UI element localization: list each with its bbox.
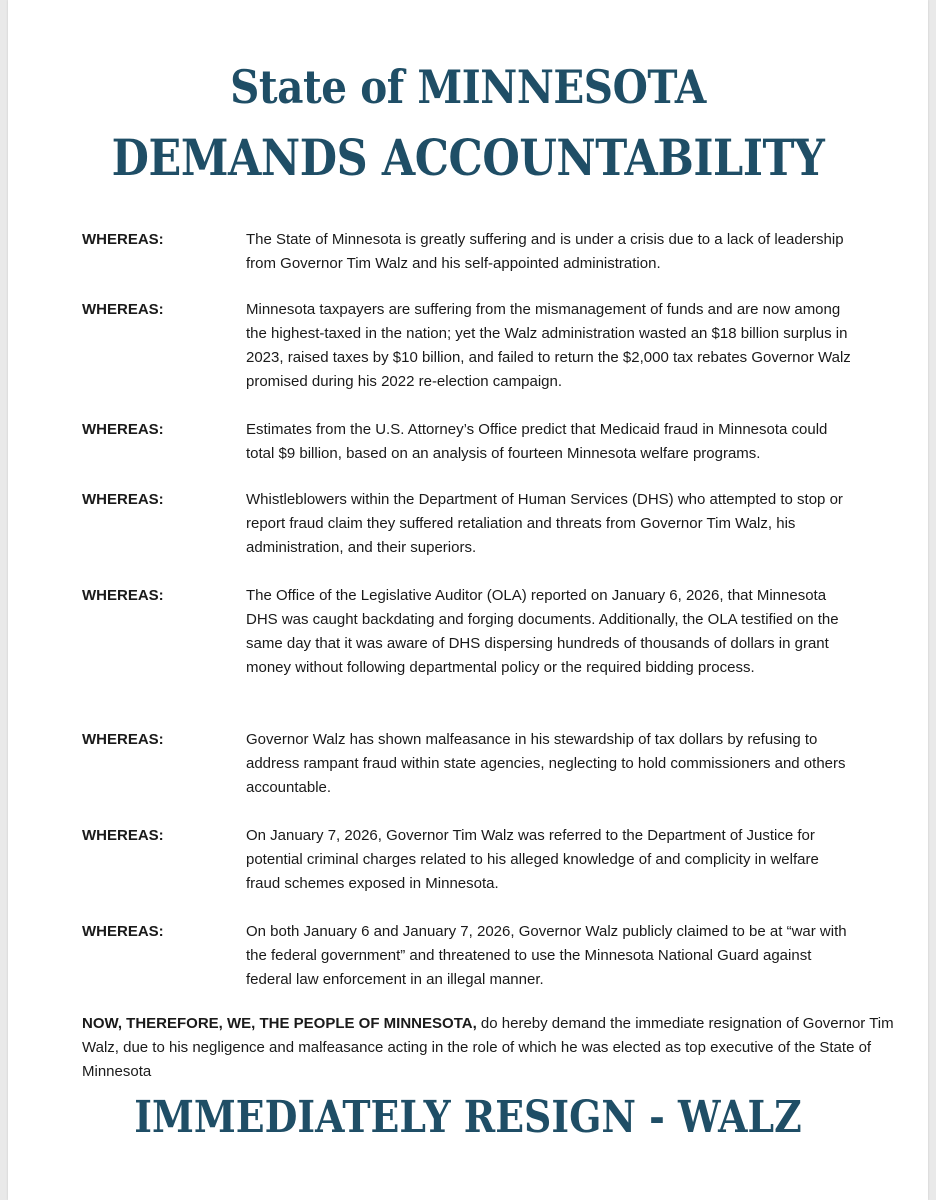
whereas-label: WHEREAS: (82, 491, 164, 508)
whereas-text: Minnesota taxpayers are suffering from the mismanagement of funds and are now among the highest-taxed in the nation; yet the Walz administration wasted an $18 billion surplus in 2023, raised taxes by $10 billion, and failed to return the $2,000 tax rebates Governor Walz promised during his 2022 re-election campaign. (246, 301, 851, 390)
whereas-label: WHEREAS: (82, 301, 164, 318)
whereas-label: WHEREAS: (82, 421, 164, 438)
resolution-text: do hereby demand the immediate resignation of Governor Tim Walz, due to his negligence and malfeasance acting in the role of which he was elected as top executive of the State of Minnesota (82, 1015, 894, 1080)
page-title-line-2: DEMANDS ACCOUNTABILITY (111, 128, 825, 187)
resolution-lead: NOW, THEREFORE, WE, THE PEOPLE OF MINNESOTA, (82, 1015, 477, 1032)
whereas-text: Whistleblowers within the Department of Human Services (DHS) who attempted to stop or report fraud claim they suffered retaliation and threats from Governor Tim Walz, his administration, and their superiors. (246, 491, 843, 556)
whereas-label: WHEREAS: (82, 731, 164, 748)
whereas-text: Estimates from the U.S. Attorney’s Office predict that Medicaid fraud in Minnesota could total $9 billion, based on an analysis of fourteen Minnesota welfare programs. (246, 421, 828, 462)
whereas-label: WHEREAS: (82, 923, 164, 940)
whereas-label: WHEREAS: (82, 231, 164, 248)
whereas-text: Governor Walz has shown malfeasance in his stewardship of tax dollars by refusing to address rampant fraud within state agencies, neglecting to hold commissioners and others accountable. (246, 731, 846, 796)
whereas-label: WHEREAS: (82, 827, 164, 844)
whereas-text: On both January 6 and January 7, 2026, Governor Walz publicly claimed to be at “war with the federal government” and threatened to use the Minnesota National Guard against federal law enforcement in an illegal manner. (246, 923, 847, 988)
whereas-label: WHEREAS: (82, 587, 164, 604)
whereas-text: On January 7, 2026, Governor Tim Walz was referred to the Department of Justice for potential criminal charges related to his alleged knowledge of and complicity in welfare fraud schemes exposed in Minnesota. (246, 827, 819, 892)
whereas-text: The State of Minnesota is greatly suffering and is under a crisis due to a lack of leadership from Governor Tim Walz and his self-appointed administration. (246, 231, 844, 272)
page-title-line-1: State of MINNESOTA (230, 60, 706, 114)
document-page (8, 0, 928, 1200)
resolution-paragraph (82, 1012, 894, 1084)
whereas-text: The Office of the Legislative Auditor (OLA) reported on January 6, 2026, that Minnesota DHS was caught backdating and forging documents. Additionally, the OLA testified on the same day that it was aware of DHS dispersing hundreds of thousands of dollars in grant money without following departmental policy or the required bidding process. (246, 587, 839, 676)
footer-title: IMMEDIATELY RESIGN - WALZ (134, 1092, 802, 1143)
